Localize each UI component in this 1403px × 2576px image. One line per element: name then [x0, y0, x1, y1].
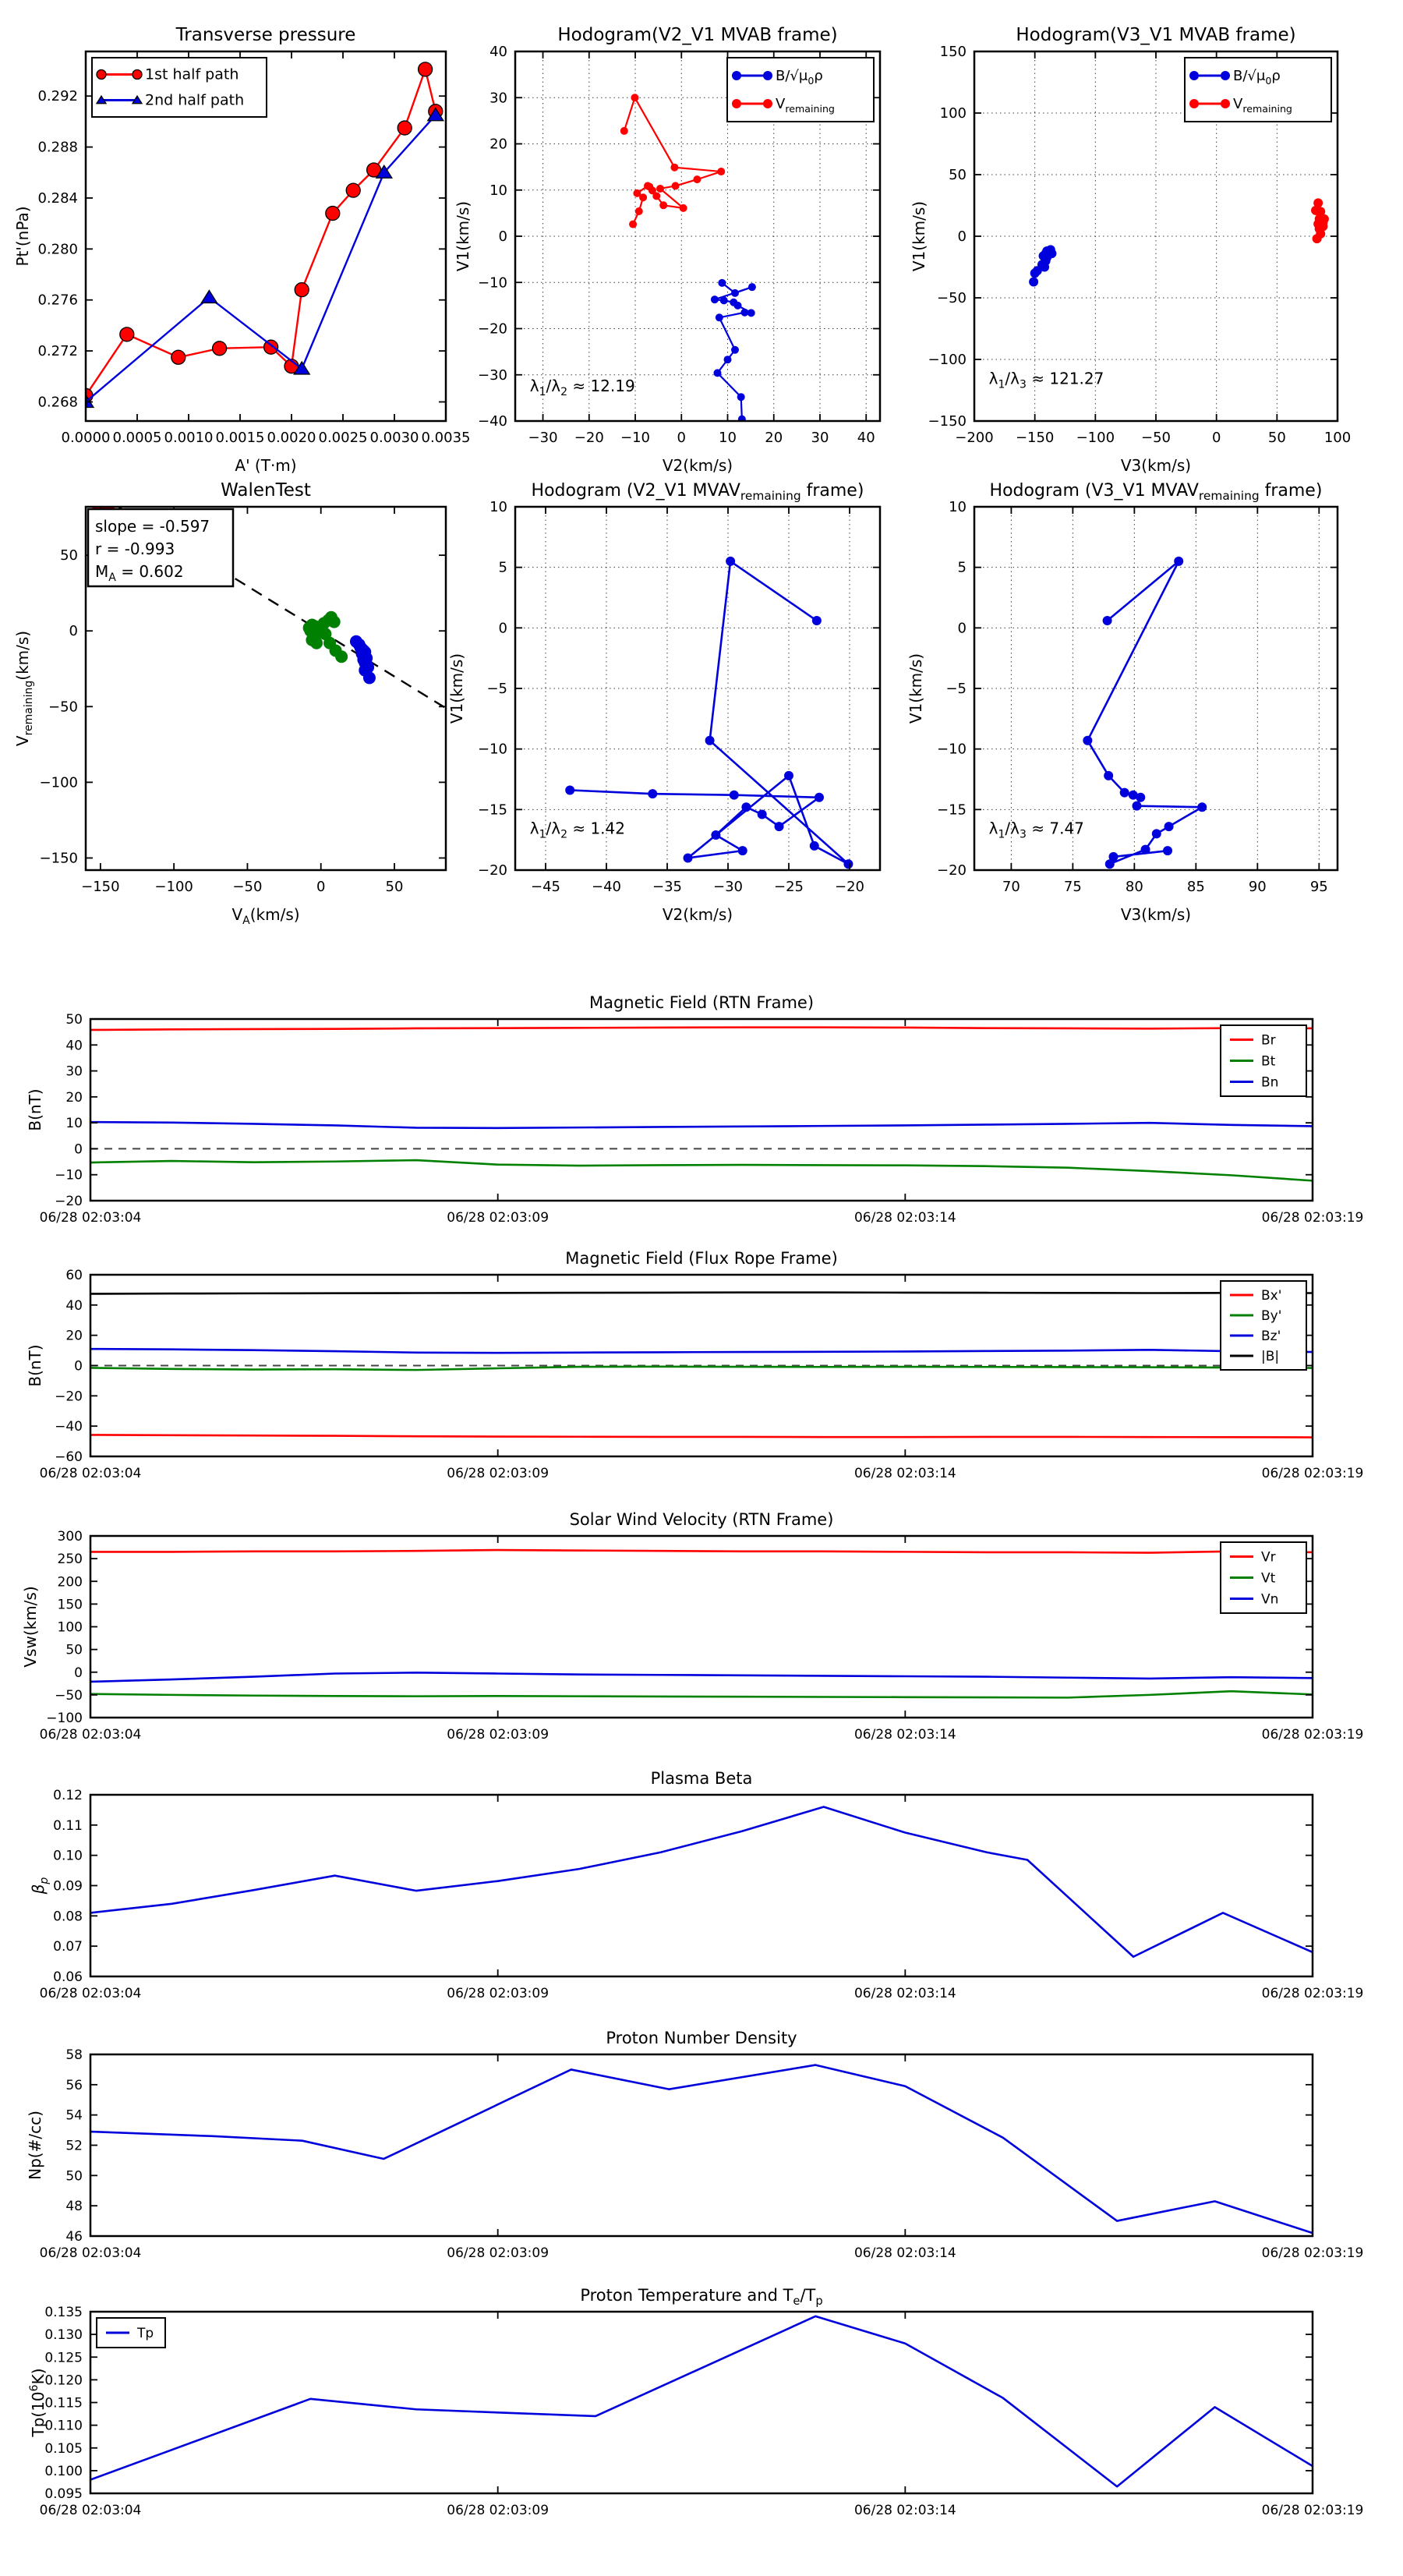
hodogram-v2v1-mvav-annotation: $\lambda_1/\lambda_2 \approx 1.42$ — [529, 819, 626, 841]
proton-temperature-ytick: 0.130 — [44, 2327, 83, 2344]
hodogram-v2v1-mvab-xtick: −10 — [620, 430, 651, 446]
walen-test-xtick: −100 — [154, 879, 193, 895]
proton-temperature-legend — [97, 2318, 165, 2348]
hodogram-v2v1-mvab-legend-label: $V_{remaining}$ — [776, 96, 835, 115]
plasma-beta-ytick: 0.09 — [53, 1878, 83, 1895]
hodogram-v2v1-mvav-xlabel: V2(km/s) — [662, 905, 733, 924]
hodogram-v2v1-mvav-xtick: −25 — [774, 879, 804, 895]
plasma-beta-xtick: 06/28 02:03:09 — [447, 1986, 550, 2001]
magnetic-field-fluxrope-ytick: −40 — [55, 1419, 83, 1435]
hodogram-v3v1-mvab — [910, 25, 1351, 475]
walen-test-xtick: −50 — [232, 879, 263, 895]
hodogram-v3v1-mvab-title: Hodogram(V3_V1 MVAB frame) — [1016, 25, 1296, 45]
solar-wind-velocity-xtick: 06/28 02:03:19 — [1261, 1727, 1364, 1743]
magnetic-field-fluxrope-ytick: 0 — [74, 1358, 83, 1375]
plasma-beta-title: Plasma Beta — [650, 1769, 753, 1788]
transverse-pressure-legend-label: 2nd half path — [145, 91, 245, 109]
transverse-pressure-xtick: 0.0005 — [112, 430, 162, 446]
transverse-pressure-xtick: 0.0025 — [318, 430, 368, 446]
hodogram-v2v1-mvab-xtick: 10 — [719, 430, 737, 446]
magnetic-field-rtn-ytick: −20 — [55, 1194, 83, 1209]
transverse-pressure-xtick: 0.0000 — [61, 430, 111, 446]
magnetic-field-fluxrope-title: Magnetic Field (Flux Rope Frame) — [565, 1249, 838, 1268]
magnetic-field-fluxrope-ytick: 40 — [65, 1297, 83, 1314]
hodogram-v2v1-mvav-ytick: −15 — [478, 801, 507, 819]
plasma-beta-xtick: 06/28 02:03:19 — [1261, 1986, 1364, 2001]
hodogram-v2v1-mvab-ytick: −30 — [478, 366, 507, 384]
transverse-pressure-xtick: 0.0030 — [369, 430, 419, 446]
plasma-beta-ytick: 0.07 — [53, 1939, 83, 1955]
solar-wind-velocity-ytick: 150 — [57, 1597, 83, 1613]
hodogram-v2v1-mvab-ytick: 10 — [489, 182, 507, 199]
walen-test-ytick: 50 — [60, 547, 78, 564]
proton-temperature-xtick: 06/28 02:03:19 — [1261, 2503, 1364, 2518]
walen-test-ytick: −50 — [48, 699, 78, 716]
proton-temperature — [28, 2286, 1363, 2518]
magnetic-field-rtn-ytick: 30 — [65, 1063, 83, 1080]
hodogram-v2v1-mvab-ylabel: V1(km/s) — [454, 200, 472, 272]
solar-wind-velocity-ytick: 250 — [57, 1552, 83, 1568]
proton-temperature-title: Proton Temperature and $T_e/T_p$ — [580, 2286, 823, 2308]
proton-temperature-ytick: 0.105 — [44, 2440, 83, 2457]
transverse-pressure-ytick: 0.288 — [37, 139, 78, 156]
solar-wind-velocity-legend-label: Vn — [1261, 1591, 1279, 1608]
hodogram-v3v1-mvav-plot-area — [974, 507, 1338, 870]
solar-wind-velocity-ytick: 300 — [57, 1529, 83, 1545]
proton-number-density-ytick: 52 — [65, 2138, 83, 2154]
hodogram-v3v1-mvab-ytick: −50 — [937, 290, 967, 306]
hodogram-v3v1-mvab-ytick: 0 — [957, 228, 967, 245]
plasma-beta-ylabel: $\beta_p$ — [29, 1877, 51, 1895]
walen-test-stats-line: slope = -0.597 — [95, 517, 210, 536]
proton-temperature-legend-label: Tp — [137, 2326, 154, 2341]
magnetic-field-fluxrope-ytick: 60 — [65, 1268, 83, 1283]
magnetic-field-rtn-legend-label: Br — [1261, 1032, 1276, 1049]
hodogram-v2v1-mvav-xtick: −20 — [835, 879, 864, 895]
hodogram-v3v1-mvab-xtick: −100 — [1076, 430, 1115, 446]
magnetic-field-fluxrope-legend-label: Bz' — [1261, 1329, 1281, 1344]
hodogram-v2v1-mvab-legend — [727, 58, 874, 122]
hodogram-v3v1-mvav-ytick: 10 — [949, 499, 967, 515]
magnetic-field-fluxrope — [26, 1249, 1363, 1481]
magnetic-field-fluxrope-xtick: 06/28 02:03:09 — [447, 1466, 550, 1481]
transverse-pressure-xlabel: A' (T·m) — [235, 456, 297, 475]
proton-number-density-ylabel: Np(#/cc) — [26, 2111, 44, 2180]
hodogram-v2v1-mvav-title: Hodogram (V2_V1 $MVAV_{remaining}$ frame) — [531, 481, 864, 503]
proton-number-density-title: Proton Number Density — [606, 2029, 797, 2047]
proton-temperature-ytick: 0.135 — [44, 2305, 83, 2320]
plasma-beta-ytick: 0.08 — [53, 1909, 83, 1925]
solar-wind-velocity-legend-label: Vt — [1261, 1570, 1276, 1587]
walen-test-xtick: 50 — [385, 879, 404, 895]
proton-number-density-xtick: 06/28 02:03:04 — [39, 2245, 142, 2261]
proton-number-density-ytick: 50 — [65, 2168, 83, 2185]
solar-wind-velocity-ytick: 0 — [74, 1665, 83, 1681]
magnetic-field-fluxrope-legend-label: By' — [1261, 1308, 1282, 1324]
plasma-beta-xtick: 06/28 02:03:14 — [853, 1986, 956, 2001]
hodogram-v2v1-mvab-xtick: 20 — [765, 430, 783, 446]
hodogram-v2v1-mvav-plot-area — [515, 507, 880, 870]
plasma-beta-xtick: 06/28 02:03:04 — [39, 1986, 142, 2001]
hodogram-v3v1-mvav-title: Hodogram (V3_V1 $MVAV_{remaining}$ frame) — [989, 481, 1323, 503]
proton-number-density-ytick: 56 — [65, 2077, 83, 2093]
hodogram-v3v1-mvav-xtick: 90 — [1248, 879, 1267, 895]
hodogram-v2v1-mvav-xtick: −35 — [652, 879, 682, 895]
solar-wind-velocity-legend — [1221, 1542, 1306, 1613]
proton-number-density-plot-area — [90, 2065, 1313, 2234]
solar-wind-velocity-xtick: 06/28 02:03:04 — [39, 1727, 142, 1743]
hodogram-v2v1-mvab-xtick: 40 — [857, 430, 875, 446]
transverse-pressure-legend-label: 1st half path — [145, 65, 239, 83]
transverse-pressure-ylabel: Pt'(nPa) — [13, 206, 32, 267]
solar-wind-velocity-plot-area — [90, 1550, 1313, 1697]
proton-temperature-xtick: 06/28 02:03:04 — [39, 2503, 142, 2518]
magnetic-field-rtn-ytick: 50 — [65, 1012, 83, 1028]
hodogram-v2v1-mvab-ytick: −10 — [478, 274, 507, 292]
hodogram-v3v1-mvav-xtick: 75 — [1063, 879, 1082, 895]
hodogram-v2v1-mvav-ylabel: V1(km/s) — [447, 653, 466, 724]
hodogram-v3v1-mvab-xtick: −50 — [1141, 430, 1171, 446]
hodogram-v2v1-mvab-legend-label: $B/√\mu_0\rho$ — [776, 68, 823, 87]
magnetic-field-rtn-legend-label: Bn — [1261, 1074, 1279, 1091]
solar-wind-velocity — [21, 1510, 1363, 1743]
transverse-pressure-xtick: 0.0035 — [421, 430, 471, 446]
hodogram-v3v1-mvab-xtick: 50 — [1267, 430, 1286, 446]
solar-wind-velocity-ylabel: Vsw(km/s) — [21, 1586, 40, 1668]
hodogram-v2v1-mvav-ytick: −10 — [478, 741, 507, 758]
magnetic-field-rtn-legend — [1221, 1025, 1306, 1096]
magnetic-field-rtn-xtick: 06/28 02:03:19 — [1261, 1210, 1364, 1226]
proton-temperature-plot-area — [90, 2316, 1313, 2486]
hodogram-v3v1-mvab-legend-label: $V_{remaining}$ — [1233, 96, 1292, 115]
hodogram-v3v1-mvav — [906, 481, 1338, 924]
hodogram-v3v1-mvav-ytick: 0 — [957, 620, 967, 637]
magnetic-field-rtn-ylabel: B(nT) — [26, 1088, 44, 1131]
hodogram-v3v1-mvav-xlabel: V3(km/s) — [1120, 905, 1192, 924]
magnetic-field-rtn-ytick: 10 — [65, 1116, 83, 1132]
hodogram-v3v1-mvav-xtick: 95 — [1309, 879, 1328, 895]
proton-number-density-xtick: 06/28 02:03:14 — [853, 2245, 956, 2261]
proton-temperature-ytick: 0.125 — [44, 2350, 83, 2366]
magnetic-field-fluxrope-legend-label: |B| — [1261, 1349, 1280, 1364]
hodogram-v3v1-mvab-ytick: 100 — [939, 105, 967, 122]
hodogram-v2v1-mvav-xtick: −30 — [713, 879, 743, 895]
proton-temperature-xtick: 06/28 02:03:09 — [447, 2503, 550, 2518]
proton-temperature-ytick: 0.110 — [44, 2418, 83, 2434]
hodogram-v2v1-mvab-ytick: 30 — [489, 90, 507, 107]
solar-wind-velocity-ytick: −50 — [55, 1687, 83, 1704]
hodogram-v3v1-mvab-xlabel: V3(km/s) — [1120, 456, 1192, 475]
magnetic-field-rtn-ytick: 40 — [65, 1038, 83, 1054]
plasma-beta-ytick: 0.12 — [53, 1788, 83, 1803]
plasma-beta-plot-area — [90, 1807, 1313, 1957]
hodogram-v3v1-mvab-ylabel: V1(km/s) — [910, 200, 928, 272]
proton-temperature-ytick: 0.100 — [44, 2463, 83, 2479]
hodogram-v3v1-mvav-xtick: 85 — [1186, 879, 1205, 895]
walen-test-stats-line: $M_A = 0.602$ — [95, 562, 184, 584]
hodogram-v2v1-mvav-ytick: 5 — [498, 559, 507, 576]
proton-temperature-ytick: 0.095 — [44, 2486, 83, 2502]
hodogram-v3v1-mvav-xtick: 70 — [1002, 879, 1020, 895]
walen-test-xlabel: $V_A(km/s)$ — [231, 905, 300, 927]
transverse-pressure-ytick: 0.284 — [37, 189, 78, 207]
hodogram-v3v1-mvav-ytick: −5 — [945, 681, 967, 697]
hodogram-v3v1-mvav-annotation: $\lambda_1/\lambda_3 \approx 7.47$ — [988, 819, 1084, 841]
hodogram-v2v1-mvab-ytick: −40 — [478, 413, 507, 430]
solar-wind-velocity-title: Solar Wind Velocity (RTN Frame) — [569, 1510, 834, 1529]
magnetic-field-fluxrope-ytick: 20 — [65, 1328, 83, 1344]
hodogram-v2v1-mvab-annotation: $\lambda_1/\lambda_2 \approx 12.19$ — [529, 377, 635, 399]
walen-test-ytick: −150 — [39, 850, 78, 867]
hodogram-v3v1-mvav-ytick: −10 — [937, 741, 967, 758]
hodogram-v3v1-mvab-ytick: −150 — [928, 413, 967, 430]
transverse-pressure-title: Transverse pressure — [175, 25, 356, 45]
walen-test-xtick: −150 — [81, 879, 120, 895]
solar-wind-velocity-ytick: 200 — [57, 1574, 83, 1591]
transverse-pressure-ytick: 0.280 — [37, 241, 78, 258]
magnetic-field-rtn-ytick: 0 — [74, 1141, 83, 1158]
hodogram-v2v1-mvab-xtick: 0 — [677, 430, 686, 446]
hodogram-v2v1-mvab-xtick: 30 — [811, 430, 829, 446]
plasma-beta-ytick: 0.11 — [53, 1817, 83, 1834]
walen-test-stats-line: r = -0.993 — [95, 540, 175, 558]
proton-number-density — [26, 2029, 1363, 2261]
solar-wind-velocity-legend-label: Vr — [1261, 1549, 1276, 1566]
magnetic-field-rtn-plot-area — [90, 1028, 1313, 1181]
hodogram-v2v1-mvab-ytick: 0 — [498, 228, 507, 245]
magnetic-field-fluxrope-legend-label: Bx' — [1261, 1288, 1282, 1304]
proton-number-density-ytick: 46 — [65, 2229, 83, 2245]
magnetic-field-fluxrope-xtick: 06/28 02:03:14 — [853, 1466, 956, 1481]
hodogram-v3v1-mvab-xtick: 100 — [1323, 430, 1352, 446]
proton-number-density-xtick: 06/28 02:03:09 — [447, 2245, 550, 2261]
magnetic-field-rtn-ytick: −10 — [55, 1167, 83, 1184]
hodogram-v3v1-mvav-ytick: −20 — [937, 862, 967, 879]
hodogram-v2v1-mvab-ytick: 40 — [489, 44, 507, 60]
proton-number-density-ytick: 54 — [65, 2107, 83, 2124]
magnetic-field-fluxrope-xtick: 06/28 02:03:04 — [39, 1466, 142, 1481]
walen-test-xtick: 0 — [316, 879, 326, 895]
transverse-pressure-legend — [92, 58, 267, 117]
proton-number-density-ytick: 48 — [65, 2199, 83, 2215]
transverse-pressure-ytick: 0.268 — [37, 394, 78, 411]
walen-test — [13, 480, 446, 927]
transverse-pressure-ytick: 0.276 — [37, 292, 78, 309]
transverse-pressure-xtick: 0.0015 — [215, 430, 265, 446]
magnetic-field-rtn — [26, 993, 1363, 1226]
hodogram-v2v1-mvab-ytick: 20 — [489, 136, 507, 153]
hodogram-v3v1-mvav-ytick: −15 — [937, 801, 967, 819]
hodogram-v2v1-mvab-xtick: −30 — [528, 430, 558, 446]
magnetic-field-fluxrope-ytick: −20 — [55, 1389, 83, 1405]
hodogram-v2v1-mvav-ytick: 10 — [489, 499, 507, 515]
walen-test-ytick: 0 — [69, 623, 78, 640]
hodogram-v3v1-mvav-xtick: 80 — [1125, 879, 1143, 895]
hodogram-v3v1-mvab-legend — [1185, 58, 1331, 122]
hodogram-v3v1-mvab-xtick: 0 — [1211, 430, 1221, 446]
solar-wind-velocity-xtick: 06/28 02:03:09 — [447, 1727, 550, 1743]
magnetic-field-fluxrope-ylabel: B(nT) — [26, 1344, 44, 1387]
plasma-beta-ytick: 0.06 — [53, 1969, 83, 1985]
solar-wind-velocity-ytick: 50 — [65, 1642, 83, 1658]
walen-test-stats-box — [88, 509, 233, 586]
transverse-pressure-ytick: 0.292 — [37, 88, 78, 105]
hodogram-v2v1-mvab-title: Hodogram(V2_V1 MVAB frame) — [557, 25, 838, 45]
hodogram-v2v1-mvav-xtick: −45 — [531, 879, 560, 895]
hodogram-v2v1-mvav-ytick: 0 — [498, 620, 507, 637]
transverse-pressure-ytick: 0.272 — [37, 343, 78, 360]
plasma-beta — [29, 1769, 1363, 2001]
magnetic-field-rtn-xtick: 06/28 02:03:09 — [447, 1210, 550, 1226]
magnetic-field-rtn-xtick: 06/28 02:03:04 — [39, 1210, 142, 1226]
hodogram-v2v1-mvab-xtick: −20 — [574, 430, 604, 446]
plasma-beta-ytick: 0.10 — [53, 1848, 83, 1864]
magnetic-field-fluxrope-ytick: −60 — [55, 1449, 83, 1465]
magnetic-field-rtn-title: Magnetic Field (RTN Frame) — [588, 993, 815, 1012]
hodogram-v3v1-mvab-ytick: −100 — [928, 352, 967, 368]
hodogram-v3v1-mvab-ytick: 150 — [939, 44, 967, 60]
hodogram-v2v1-mvav-xtick: −40 — [592, 879, 621, 895]
hodogram-v3v1-mvav-ytick: 5 — [957, 559, 967, 576]
hodogram-v2v1-mvab-ytick: −20 — [478, 320, 507, 338]
magnetic-field-fluxrope-plot-area — [90, 1293, 1313, 1438]
hodogram-v2v1-mvav-ytick: −20 — [478, 862, 507, 879]
hodogram-v2v1-mvab-xlabel: V2(km/s) — [662, 456, 733, 475]
walen-test-title: WalenTest — [221, 480, 311, 501]
magnetic-field-rtn-legend-label: Bt — [1261, 1053, 1276, 1070]
solar-wind-velocity-ytick: 100 — [57, 1619, 83, 1636]
hodogram-v3v1-mvab-legend-label: $B/√\mu_0\rho$ — [1233, 68, 1281, 87]
hodogram-v3v1-mvab-xtick: −150 — [1015, 430, 1055, 446]
transverse-pressure-xtick: 0.0020 — [267, 430, 316, 446]
proton-temperature-ytick: 0.120 — [44, 2373, 83, 2389]
proton-temperature-ylabel: $Tp(10^6K)$ — [28, 2368, 48, 2437]
proton-temperature-ytick: 0.115 — [44, 2395, 83, 2411]
proton-number-density-xtick: 06/28 02:03:19 — [1261, 2245, 1364, 2261]
magnetic-field-fluxrope-xtick: 06/28 02:03:19 — [1261, 1466, 1364, 1481]
hodogram-v2v1-mvav-ytick: −5 — [486, 681, 507, 697]
hodogram-v3v1-mvab-annotation: $\lambda_1/\lambda_3 \approx 121.27$ — [988, 369, 1104, 391]
solar-wind-velocity-ytick: −100 — [46, 1711, 83, 1726]
magnetic-field-fluxrope-legend — [1221, 1281, 1306, 1370]
solar-wind-velocity-xtick: 06/28 02:03:14 — [853, 1727, 956, 1743]
hodogram-v3v1-mvav-ylabel: V1(km/s) — [906, 653, 925, 724]
proton-temperature-xtick: 06/28 02:03:14 — [853, 2503, 956, 2518]
hodogram-v2v1-mvab — [454, 25, 880, 475]
walen-test-ylabel: $V_{remaining}(km/s)$ — [13, 630, 35, 747]
proton-number-density-ytick: 58 — [65, 2047, 83, 2063]
magnetic-field-rtn-xtick: 06/28 02:03:14 — [853, 1210, 956, 1226]
transverse-pressure-xtick: 0.0010 — [164, 430, 214, 446]
hodogram-v3v1-mvab-ytick: 50 — [949, 167, 967, 183]
hodogram-v2v1-mvav — [447, 481, 880, 924]
hodogram-v3v1-mvab-xtick: −200 — [955, 430, 994, 446]
walen-test-ytick: −100 — [39, 774, 78, 791]
transverse-pressure — [13, 25, 470, 475]
magnetic-field-rtn-ytick: 20 — [65, 1089, 83, 1106]
